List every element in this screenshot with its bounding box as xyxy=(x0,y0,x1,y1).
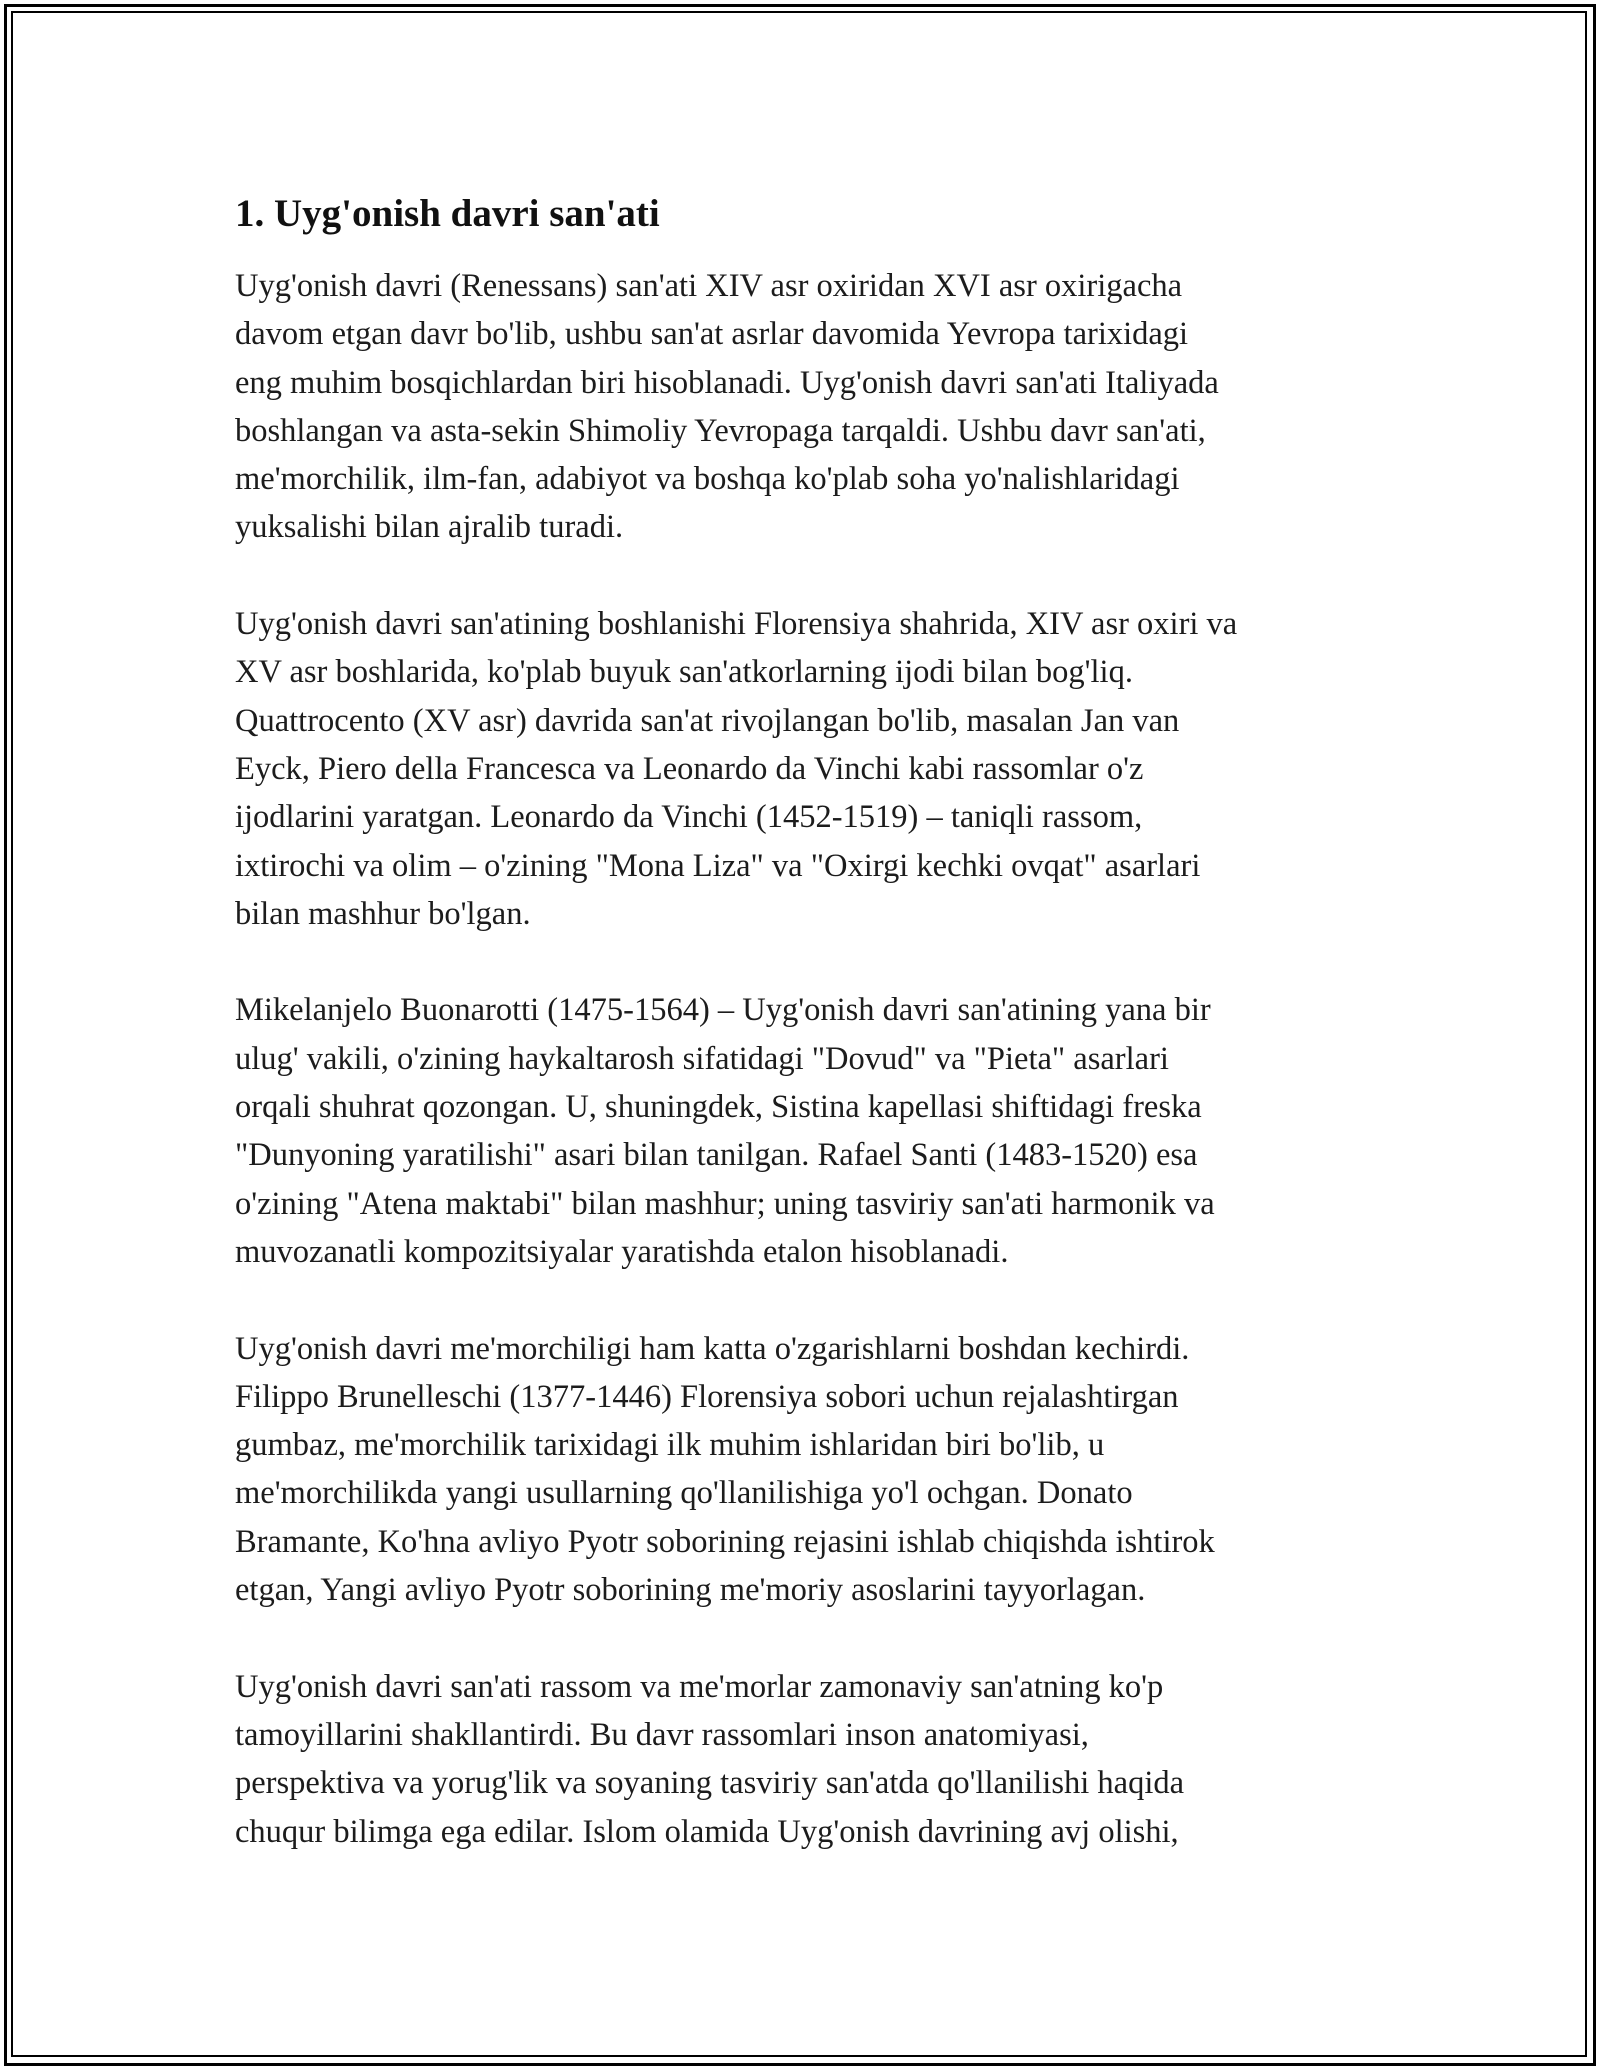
paragraph-line: yuksalishi bilan ajralib turadi. xyxy=(235,509,624,546)
section-heading: 1. Uyg'onish davri san'ati xyxy=(235,192,660,235)
paragraph-line: gumbaz, me'morchilik tarixidagi ilk muhim ishlaridan biri bo'lib, u xyxy=(235,1427,1105,1464)
paragraph-line: boshlangan va asta-sekin Shimoliy Yevropaga tarqaldi. Ushbu davr san'ati, xyxy=(235,412,1206,449)
paragraph-line: etgan, Yangi avliyo Pyotr soborining me'moriy asoslarini tayyorlagan. xyxy=(235,1572,1146,1609)
paragraph-line: Mikelanjelo Buonarotti (1475-1564) – Uyg'onish davri san'atining yana bir xyxy=(235,992,1211,1029)
paragraph-line: davom etgan davr bo'lib, ushbu san'at asrlar davomida Yevropa tarixidagi xyxy=(235,316,1189,353)
paragraph-line: o'zining "Atena maktabi" bilan mashhur; uning tasviriy san'ati harmonik va xyxy=(235,1185,1215,1222)
paragraph-line: ulug' vakili, o'zining haykaltarosh sifatidagi "Dovud" va "Pieta" asarlari xyxy=(235,1040,1169,1077)
paragraph-2 xyxy=(235,600,1375,938)
paragraph-line: ixtirochi va olim – o'zining "Mona Liza" va "Oxirgi kechki ovqat" asarlari xyxy=(235,847,1201,884)
paragraph-line: Quattrocento (XV asr) davrida san'at rivojlangan bo'lib, masalan Jan van xyxy=(235,702,1180,739)
paragraph-line: tamoyillarini shakllantirdi. Bu davr rassomlari inson anatomiyasi, xyxy=(235,1716,1089,1753)
paragraph-line: Eyck, Piero della Francesca va Leonardo da Vinchi kabi rassomlar o'z xyxy=(235,750,1144,787)
paragraph-line: me'morchilik, ilm-fan, adabiyot va boshqa ko'plab soha yo'nalishlaridagi xyxy=(235,461,1180,498)
paragraph-line: me'morchilikda yangi usullarning qo'llanilishiga yo'l ochgan. Donato xyxy=(235,1475,1133,1512)
paragraph-3 xyxy=(235,986,1375,1276)
paragraph-4 xyxy=(235,1325,1375,1615)
paragraph-line: Filippo Brunelleschi (1377-1446) Florensiya sobori uchun rejalashtirgan xyxy=(235,1378,1179,1415)
paragraph-line: XV asr boshlarida, ko'plab buyuk san'atkorlarning ijodi bilan bog'liq. xyxy=(235,654,1133,691)
paragraph-line: Uyg'onish davri san'ati rassom va me'morlar zamonaviy san'atning ko'p xyxy=(235,1668,1164,1705)
paragraph-1 xyxy=(235,262,1375,552)
paragraph-line: eng muhim bosqichlardan biri hisoblanadi. Uyg'onish davri san'ati Italiyada xyxy=(235,364,1219,401)
paragraph-line: perspektiva va yorug'lik va soyaning tasviriy san'atda qo'llanilishi haqida xyxy=(235,1765,1185,1802)
paragraph-line: muvozanatli kompozitsiyalar yaratishda etalon hisoblanadi. xyxy=(235,1233,1009,1270)
paragraph-line: ijodlarini yaratgan. Leonardo da Vinchi (1452-1519) – taniqli rassom, xyxy=(235,799,1143,836)
paragraph-line: "Dunyoning yaratilishi" asari bilan tanilgan. Rafael Santi (1483-1520) esa xyxy=(235,1137,1198,1174)
paragraph-line: bilan mashhur bo'lgan. xyxy=(235,895,531,932)
paragraph-line: chuqur bilimga ega edilar. Islom olamida Uyg'onish davrining avj olishi, xyxy=(235,1813,1179,1850)
paragraph-5 xyxy=(235,1663,1375,1856)
paragraph-line: Uyg'onish davri me'morchiligi ham katta o'zgarishlarni boshdan kechirdi. xyxy=(235,1330,1190,1367)
paragraph-line: Bramante, Ko'hna avliyo Pyotr soborining rejasini ishlab chiqishda ishtirok xyxy=(235,1523,1215,1560)
paragraph-line: Uyg'onish davri (Renessans) san'ati XIV asr oxiridan XVI asr oxirigacha xyxy=(235,268,1183,304)
paragraph-line: orqali shuhrat qozongan. U, shuningdek, Sistina kapellasi shiftidagi freska xyxy=(235,1089,1202,1126)
document-body xyxy=(235,186,1375,1856)
paragraph-line: Uyg'onish davri san'atining boshlanishi Florensiya shahrida, XIV asr oxiri va xyxy=(235,606,1238,643)
